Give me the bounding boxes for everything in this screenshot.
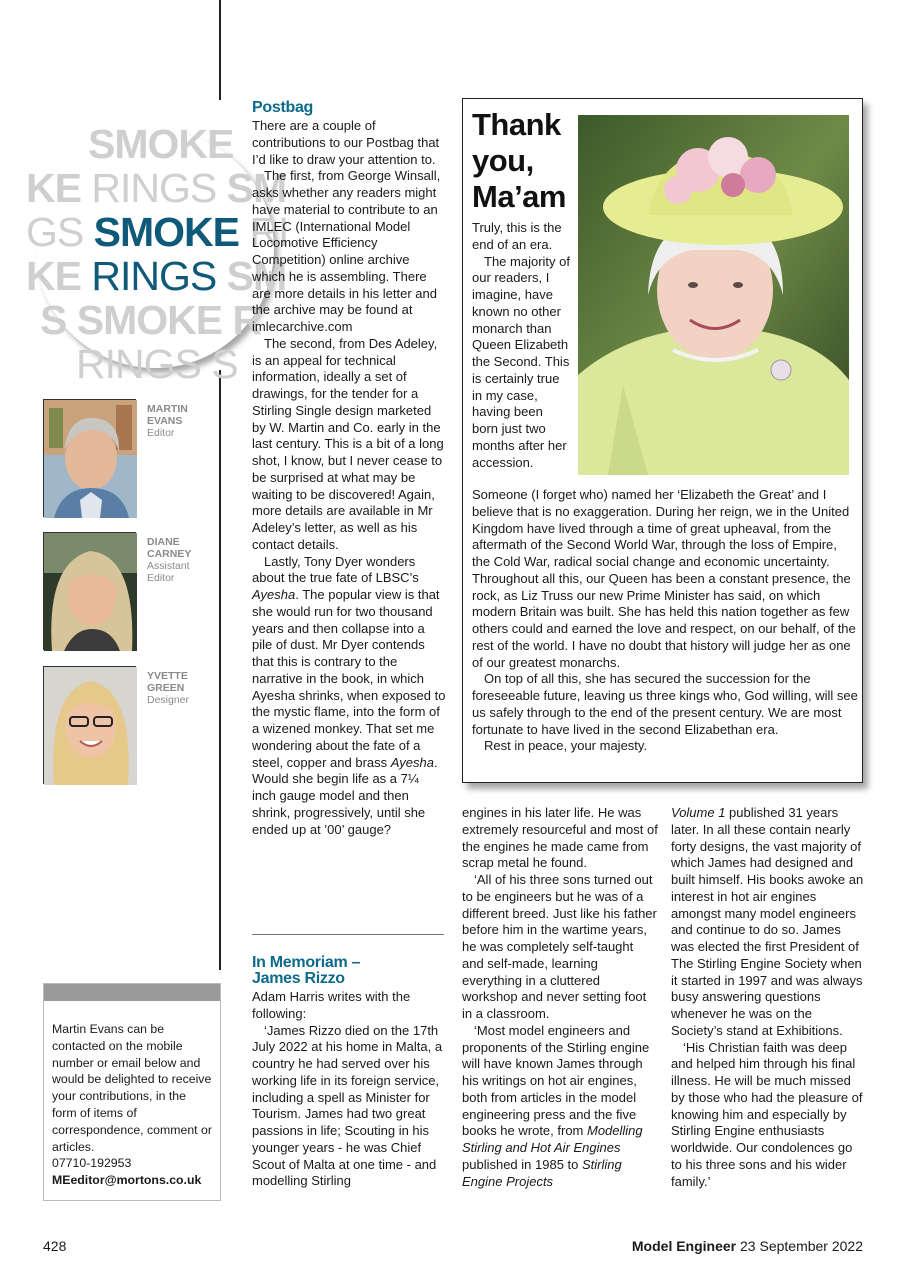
logo-row: SMOKE (88, 121, 234, 167)
staff-diane-carney (43, 532, 263, 650)
section-divider (252, 934, 444, 935)
postbag-paragraph: The second, from Des Adeley, is an appeal for technical information, ideally a set of drawings, for the tender for a Stirling Single design marketed by W. Martin and Co. early in the last century. This is a bit of a long shot, I know, but I never cease to be surprised at what may be waiting to be discovered! Again, more details are available in Mr Adeley’s letter, as well as his contact details. (252, 335, 444, 552)
logo-highlight-smoke: SMOKE (93, 209, 239, 255)
tribute-wide-text (472, 487, 858, 755)
staff-name: GREEN (147, 682, 185, 694)
queen-photo (578, 115, 849, 475)
book-title: Ayesha (390, 754, 434, 770)
logo-fragment: KE (26, 165, 92, 211)
staff-role: Designer (147, 694, 190, 706)
book-title: Stirling Engine Projects (462, 1156, 622, 1189)
postbag-paragraph (252, 554, 446, 839)
memoriam-heading: James Rizzo (252, 970, 345, 987)
tribute-narrow-text (472, 220, 572, 471)
staff-name: MARTIN (147, 403, 188, 415)
tribute-box (462, 98, 863, 783)
staff-name: YVETTE (147, 670, 188, 682)
logo-row: RINGS S (76, 341, 238, 387)
memoriam-column-3 (671, 805, 865, 1190)
memoriam-paragraph: engines in his later life. He was extremely resourceful and most of the engines he made came from scrap metal he found. (462, 805, 658, 871)
staff-martin-evans (43, 399, 263, 517)
logo-fragment: RI (239, 209, 289, 255)
memoriam-column-2 (462, 805, 658, 1190)
staff-role: Editor (147, 427, 175, 439)
issue-date: 23 September 2022 (740, 1238, 863, 1254)
logo-fragment: SM (216, 253, 287, 299)
top-column-rule (219, 0, 221, 100)
memoriam-paragraph: ‘His Christian faith was deep and helped him through his final illness. He will be much missed by those who had the pleasure of knowing him and especially by Stirling Engine enthusiasts worldwide. Our condolences go to his three sons and his wider family.’ (671, 1039, 863, 1189)
logo-fragment: RINGS (91, 165, 227, 211)
postbag-section (252, 100, 446, 838)
memoriam-paragraph: Adam Harris writes with the following: (252, 989, 411, 1021)
avatar (43, 532, 136, 650)
book-title: Volume 1 (671, 805, 726, 820)
memoriam-paragraph (462, 1023, 658, 1191)
staff-yvette-green (43, 666, 263, 784)
contact-box-header-bar (44, 984, 220, 1001)
contact-text: Martin Evans can be contacted on the mobile number or email below and would be delighted to receive your contributions, in the form of items of correspondence, comment or articles. (52, 1022, 212, 1154)
avatar (43, 666, 136, 784)
postbag-heading: Postbag (252, 99, 314, 116)
postbag-paragraph: The first, from George Winsall, asks whether any readers might have material to contribute to an IMLEC (International Model Locomotive Efficiency Competition) online archive which he is assembling. There are more details in his letter and the archive may be found at imlecarchive.com (252, 168, 441, 334)
text-run: Lastly, Tony Dyer wonders about the true fate of LBSC’s (252, 553, 419, 586)
magazine-name: Model Engineer (631, 1238, 737, 1254)
text-run: ‘Most model engineers and proponents of the Stirling engine will have known James through his writings on hot air engines, both from articles in the model engineering press and the five books he wrote, from (462, 1022, 650, 1139)
memoriam-paragraph (671, 805, 865, 1040)
text-run: . Would she begin life as a 7¼ inch gauge model and then shrink, progressively, until she ended up at ’00’ gauge? (252, 754, 438, 837)
avatar (43, 399, 136, 517)
logo-fragment: SMOKE (76, 297, 233, 343)
logo-fragment: GS (26, 209, 94, 255)
postbag-paragraph: There are a couple of contributions to our Postbag that I’d like to draw your attention to. (252, 118, 440, 167)
tribute-paragraph: On top of all this, she has secured the succession for the foreseeable future, leaving us three kings who, God willing, will see us safely through to the end of the present century. We are most fortunate to have lived in the second Elizabethan era. (472, 671, 858, 737)
staff-role: Assistant Editor (147, 560, 190, 584)
tribute-paragraph: Truly, this is the end of an era. (472, 220, 562, 252)
tribute-paragraph: Someone (I forget who) named her ‘Elizabeth the Great’ and I believe that is no exaggeration. During her reign, we in the United Kingdom have lived through a time of great upheaval, from the aftermath of the Second World War, through the loss of Empire, the Cold War, radical social change and economic uncertainty. Throughout all this, our Queen has been a constant presence, the rock, as Liz Truss our new Prime Minister has said, on which modern Britain was built. She has held this nation together as few others could and earned the love and respect, on our behalf, of the rest of the world. I have no doubt that history will judge her as one of our greatest monarchs. (472, 487, 856, 670)
logo-fragment: S (40, 297, 77, 343)
memoriam-paragraph: ‘James Rizzo died on the 17th July 2022 at his home in Malta, a country he had served over his working life in its foreign service, including a spell as Minister for Tourism. James had two great passions in life; Scouting in his younger years - he was Chief Scout of Malta at one time - and modelling Stirling (252, 1022, 443, 1189)
memoriam-heading: In Memoriam – (252, 954, 361, 971)
logo-fragment: KE (26, 253, 92, 299)
page-number: 428 (43, 1238, 67, 1254)
contact-box (43, 983, 221, 1201)
tribute-title-line: you, (472, 143, 534, 178)
memoriam-section (252, 955, 446, 1190)
tribute-paragraph: The majority of our readers, I imagine, have known no other monarch than Queen Elizabeth the Second. This is certainly true in my case, having been born just two months after her accession. (472, 253, 570, 470)
tribute-title (472, 107, 566, 215)
magazine-footer (632, 1238, 863, 1254)
tribute-paragraph: Rest in peace, your majesty. (484, 738, 648, 754)
logo-highlight-rings: RINGS (91, 253, 217, 299)
book-title: Ayesha (252, 587, 296, 602)
staff-name: EVANS (147, 415, 183, 427)
contact-phone: 07710-192953 (52, 1156, 132, 1171)
logo-fragment: SM (226, 165, 287, 211)
text-run: published in 1985 to (462, 1156, 582, 1172)
staff-name: CARNEY (147, 548, 192, 560)
text-run: published 31 years later. In all these contain nearly forty designs, the vast majority of which James had designed and built himself. His books awoke an interest in hot air engines amongst many model engineers and continue to do so. James was elected the first President of The Stirling Engine Society when it started in 1997 and was always busy answering questions whenever he was on the Society’s stand at Exhibitions. (671, 805, 864, 1038)
smoke-rings-logo (26, 121, 289, 387)
tribute-title-line: Ma’am (472, 179, 566, 214)
book-title: Modelling Stirling and Hot Air Engines (462, 1123, 643, 1155)
contact-email[interactable]: MEeditor@mortons.co.uk (52, 1173, 202, 1188)
memoriam-paragraph: ‘All of his three sons turned out to be engineers but he was of a different breed. Just like his father before him in the wartime years, he was completely self-taught and self-made, learning everything in a cluttered workshop and never setting foot in a classroom. (462, 872, 657, 1021)
text-run: . The popular view is that she would run for two thousand years and then collapse into a pile of dust. Mr Dyer contends that this is contrary to the narrative in the book, in which Ayesha shrinks, when exposed to the mystic flame, into the form of a wizened monkey. That set me wondering about the fate of a steel, copper and brass (252, 587, 446, 770)
staff-name: DIANE (147, 536, 180, 548)
logo-fragment: R (232, 297, 262, 343)
tribute-title-line: Thank (472, 107, 561, 142)
